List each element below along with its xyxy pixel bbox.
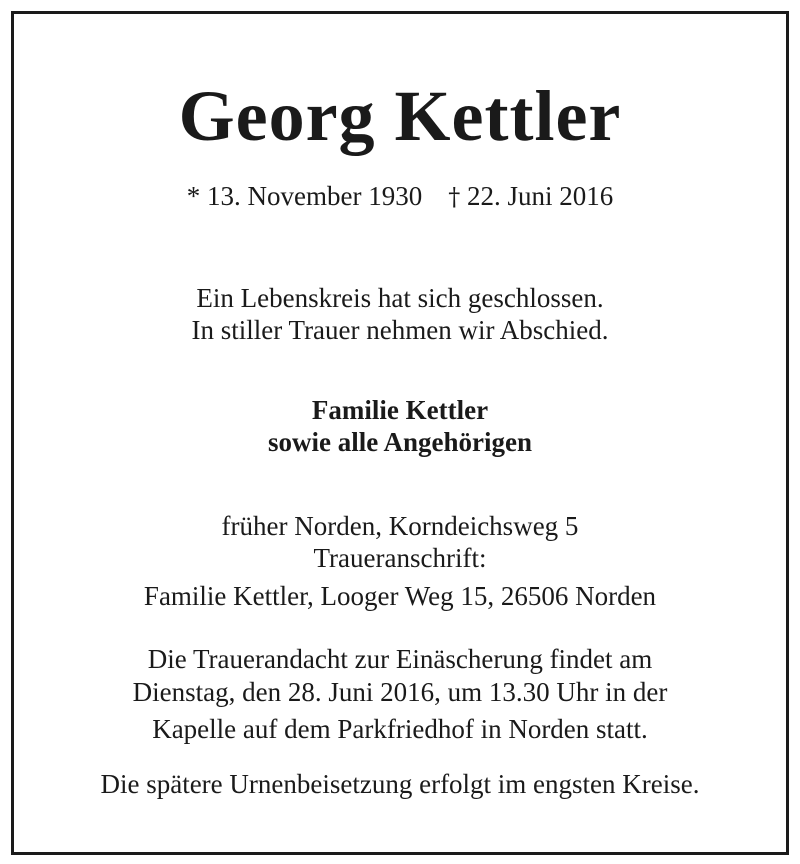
birth-date: * 13. November 1930 (186, 181, 423, 211)
ceremony-line-3: Kapelle auf dem Parkfriedhof in Norden statt. (152, 714, 648, 744)
verse-line-2: In stiller Trauer nehmen wir Abschied. (191, 315, 609, 345)
ceremony-line-2: Dienstag, den 28. Juni 2016, um 13.30 Uhr in der (132, 677, 668, 707)
ceremony-line-1: Die Trauerandacht zur Einäscherung findet am (147, 644, 653, 674)
family-line-2: sowie alle Angehörigen (268, 427, 532, 457)
deceased-name: Georg Kettler (178, 76, 622, 156)
burial-line: Die spätere Urnenbeisetzung erfolgt im engsten Kreise. (100, 769, 700, 799)
cross-icon: † (448, 183, 461, 211)
address-line-2: Traueranschrift: (313, 543, 487, 573)
family-line-1: Familie Kettler (311, 395, 489, 425)
life-dates (0, 180, 800, 213)
address-line-1: früher Norden, Korndeichsweg 5 (221, 511, 579, 541)
address-line-3: Familie Kettler, Looger Weg 15, 26506 Norden (143, 581, 657, 611)
death-date: 22. Juni 2016 (466, 181, 614, 211)
verse-line-1: Ein Lebenskreis hat sich geschlossen. (196, 283, 604, 313)
